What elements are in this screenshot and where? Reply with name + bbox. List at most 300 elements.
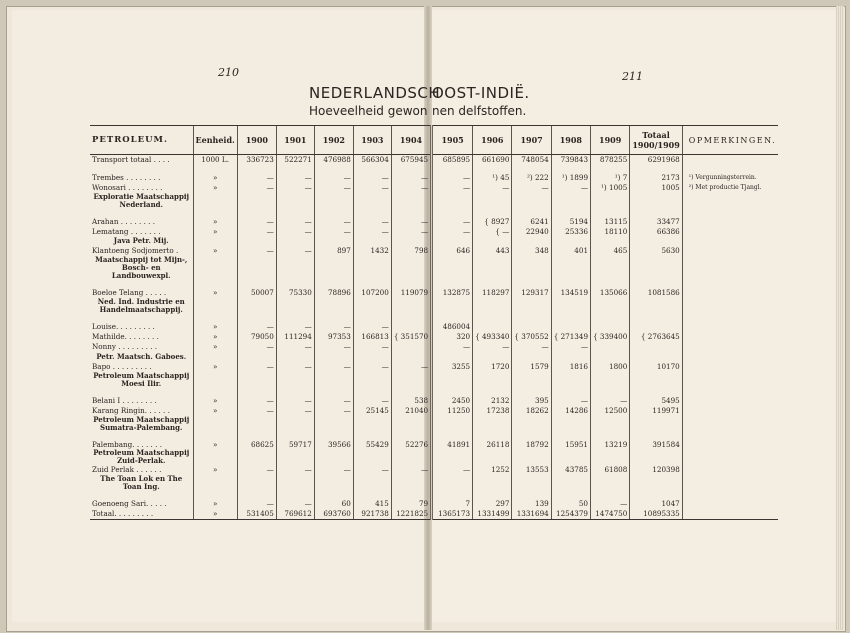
value-cell: — [276,499,314,509]
empty-cell [551,372,590,388]
company-heading-row [90,237,778,247]
title-left: NEDERLANDSCH [309,84,441,102]
page-number-left: 210 [218,66,239,79]
company-heading-row [90,372,778,388]
value-cell: 13553 [512,465,551,475]
empty-cell [276,209,314,217]
subtitle-left: Hoeveelheid gewon [309,104,428,118]
empty-cell [193,256,237,280]
empty-cell [591,449,630,465]
empty-cell [432,491,473,499]
empty-cell [237,209,276,217]
empty-cell [237,416,276,432]
empty-cell [353,432,391,440]
value-cell: 1816 [551,362,590,372]
value-cell: — [276,396,314,406]
empty-cell [353,388,391,396]
row-label: Boeloe Telang . . . . . [92,288,167,298]
empty-cell [353,298,391,314]
company-heading: Petr. Maatsch. Gaboes. [96,351,187,361]
value-cell: 14286 [551,406,590,416]
empty-cell [473,298,512,314]
empty-cell [630,475,682,491]
value-cell: — [314,465,353,475]
total-cell: 33477 [630,217,682,227]
empty-cell [512,280,551,288]
value-cell: 118297 [473,288,512,298]
empty-cell [682,193,778,209]
empty-cell [591,491,630,499]
value-cell: 6241 [512,217,551,227]
total-cell: 119971 [630,406,682,416]
empty-cell [432,165,473,173]
spacer-row [90,209,778,217]
table-row [90,246,778,256]
value-cell: 78896 [314,288,353,298]
row-label: Klantoeng Sodjomerto . [92,246,179,256]
remark-cell [682,288,778,298]
empty-cell [391,193,431,209]
row-label: Bapo . . . . . . . . . [92,361,152,371]
value-cell [391,322,431,332]
empty-cell [237,475,276,491]
value-cell: — [276,406,314,416]
unit-cell: » [193,217,237,227]
value-cell: 476988 [314,155,353,165]
empty-cell [314,372,353,388]
empty-cell [391,165,431,173]
company-heading-row [90,416,778,432]
header-remarks: OPMERKINGEN. [682,126,778,155]
empty-cell [591,256,630,280]
empty-cell [391,298,431,314]
header-year: 1909 [591,126,630,155]
value-cell: 50 [551,499,590,509]
empty-cell [90,314,193,322]
unit-cell: » [193,246,237,256]
empty-cell [473,256,512,280]
empty-cell [276,314,314,322]
value-cell: — [314,217,353,227]
empty-cell [193,314,237,322]
header-year: 1903 [353,126,391,155]
empty-cell [432,352,473,362]
empty-cell [193,209,237,217]
spacer-row [90,432,778,440]
empty-cell [237,280,276,288]
empty-cell [314,193,353,209]
value-cell: — [391,465,431,475]
empty-cell [473,475,512,491]
value-cell: ²) 222 [512,173,551,183]
row-label: Totaal. . . . . . . . . [90,509,193,519]
unit-cell: » [193,173,237,183]
empty-cell [237,432,276,440]
empty-cell [551,298,590,314]
value-cell: 132875 [432,288,473,298]
empty-cell [682,449,778,465]
table-row [90,173,778,183]
value-cell: 79050 [237,332,276,342]
empty-cell [193,388,237,396]
value-cell [551,322,590,332]
empty-cell [682,237,778,247]
empty-cell [630,491,682,499]
empty-cell [551,352,590,362]
value-cell: 739843 [551,155,590,165]
empty-cell [391,491,431,499]
value-cell: — [237,173,276,183]
row-label: Zuid Perlak . . . . . . [92,465,162,475]
company-heading: Petroleum Maatschappij Moesi Ilir. [93,371,190,388]
table-row [90,342,778,352]
total-cell: 1081586 [630,288,682,298]
value-cell: — [237,217,276,227]
value-cell: 43785 [551,465,590,475]
empty-cell [630,388,682,396]
value-cell: { 8927 [473,217,512,227]
value-cell: 129317 [512,288,551,298]
empty-cell [682,314,778,322]
value-cell: 675945 [391,155,431,165]
header-year: 1905 [432,126,473,155]
table-row [90,499,778,509]
empty-cell [682,165,778,173]
value-cell: — [353,342,391,352]
empty-cell [512,298,551,314]
value-cell: 465 [591,246,630,256]
empty-cell [276,388,314,396]
value-cell: 75330 [276,288,314,298]
value-cell: — [432,465,473,475]
value-cell: 119079 [391,288,431,298]
empty-cell [630,165,682,173]
empty-cell [591,280,630,288]
empty-cell [276,432,314,440]
empty-cell [512,314,551,322]
empty-cell [512,256,551,280]
unit-cell: » [193,342,237,352]
company-heading: Java Petr. Mij. [113,236,169,246]
header-year: 1907 [512,126,551,155]
value-cell: — [432,173,473,183]
empty-cell [276,416,314,432]
value-cell: 18792 [512,440,551,450]
total-cell: 120398 [630,465,682,475]
header-year: 1906 [473,126,512,155]
empty-cell [630,280,682,288]
value-cell: — [353,362,391,372]
value-cell: 693760 [314,509,353,519]
value-cell [391,342,431,352]
value-cell: — [432,342,473,352]
empty-cell [630,256,682,280]
value-cell: — [391,217,431,227]
empty-cell [90,432,193,440]
empty-cell [630,352,682,362]
value-cell: 7 [432,499,473,509]
value-cell: — [432,227,473,237]
value-cell: 1365173 [432,509,473,519]
empty-cell [432,237,473,247]
empty-cell [353,491,391,499]
total-cell [630,342,682,352]
value-cell: 2450 [432,396,473,406]
total-row [90,509,778,519]
value-cell: 646 [432,246,473,256]
value-cell: 166813 [353,332,391,342]
remark-cell [682,406,778,416]
header-year: 1900 [237,126,276,155]
empty-cell [391,209,431,217]
remark-cell [682,465,778,475]
value-cell: 415 [353,499,391,509]
spacer-row [90,388,778,396]
empty-cell [314,314,353,322]
value-cell: — [391,183,431,193]
empty-cell [90,280,193,288]
value-cell: — [237,499,276,509]
value-cell: 135066 [591,288,630,298]
value-cell: — [391,362,431,372]
empty-cell [591,388,630,396]
empty-cell [391,475,431,491]
empty-cell [473,372,512,388]
value-cell: 443 [473,246,512,256]
empty-cell [591,372,630,388]
value-cell: 2132 [473,396,512,406]
value-cell: 22940 [512,227,551,237]
empty-cell [391,372,431,388]
empty-cell [473,352,512,362]
value-cell: 401 [551,246,590,256]
empty-cell [276,193,314,209]
table-row [90,465,778,475]
empty-cell [90,209,193,217]
empty-cell [591,314,630,322]
empty-cell [432,209,473,217]
value-cell: 15951 [551,440,590,450]
empty-cell [512,416,551,432]
company-heading-row [90,352,778,362]
value-cell: — [432,217,473,227]
value-cell: 13115 [591,217,630,227]
empty-cell [276,449,314,465]
header-row [90,126,778,155]
header-total: Totaal 1900/1909 [630,126,682,155]
total-cell: 1005 [630,183,682,193]
empty-cell [353,372,391,388]
empty-cell [512,449,551,465]
company-heading-row [90,449,778,465]
value-cell: 1331694 [512,509,551,519]
empty-cell [193,298,237,314]
production-table [90,125,778,520]
empty-cell [90,491,193,499]
total-cell: 5630 [630,246,682,256]
value-cell: 395 [512,396,551,406]
empty-cell [432,298,473,314]
remark-cell [682,396,778,406]
value-cell: 531405 [237,509,276,519]
header-unit: Eenheid. [193,126,237,155]
value-cell: 748054 [512,155,551,165]
table-row [90,288,778,298]
row-label: Palembang. . . . . . . [92,439,162,449]
total-cell: 391584 [630,440,682,450]
empty-cell [682,432,778,440]
company-heading-row [90,193,778,209]
value-cell: 50007 [237,288,276,298]
value-cell: 522271 [276,155,314,165]
empty-cell [276,237,314,247]
empty-cell [314,256,353,280]
empty-cell [551,280,590,288]
value-cell: — [353,173,391,183]
empty-cell [473,280,512,288]
value-cell: { 370552 [512,332,551,342]
unit-cell: » [193,183,237,193]
empty-cell [432,372,473,388]
unit-cell: » [193,227,237,237]
value-cell: 79 [391,499,431,509]
empty-cell [591,237,630,247]
empty-cell [473,165,512,173]
empty-cell [682,352,778,362]
empty-cell [682,416,778,432]
value-cell: 1252 [473,465,512,475]
empty-cell [353,449,391,465]
row-label: Nonny . . . . . . . . . [92,342,158,352]
company-heading-row [90,256,778,280]
title-right: OOST-INDIË. [432,84,530,102]
empty-cell [237,491,276,499]
value-cell: 111294 [276,332,314,342]
spacer-row [90,314,778,322]
table-row [90,183,778,193]
empty-cell [473,416,512,432]
empty-cell [314,475,353,491]
empty-cell [353,193,391,209]
remark-cell [682,362,778,372]
value-cell: — [237,465,276,475]
empty-cell [193,352,237,362]
value-cell: 878255 [591,155,630,165]
value-cell: — [391,227,431,237]
empty-cell [391,314,431,322]
empty-cell [237,314,276,322]
empty-cell [193,416,237,432]
empty-cell [391,449,431,465]
empty-cell [90,388,193,396]
value-cell [591,322,630,332]
unit-cell: » [193,322,237,332]
table-body [90,155,778,520]
row-label: Lematang . . . . . . . [92,226,161,236]
value-cell: 921738 [353,509,391,519]
row-label: Arahan . . . . . . . . [92,216,156,226]
unit-cell: » [193,406,237,416]
empty-cell [237,352,276,362]
empty-cell [353,352,391,362]
empty-cell [512,209,551,217]
value-cell: — [473,342,512,352]
company-heading-row [90,298,778,314]
value-cell: — [276,217,314,227]
empty-cell [193,280,237,288]
value-cell: 1254379 [551,509,590,519]
value-cell: 1800 [591,362,630,372]
empty-cell [591,298,630,314]
empty-cell [276,280,314,288]
empty-cell [473,237,512,247]
table-row [90,322,778,332]
value-cell: 12500 [591,406,630,416]
empty-cell [237,237,276,247]
empty-cell [682,298,778,314]
empty-cell [630,237,682,247]
company-heading: Exploratie Maatschappij Nederland. [93,192,190,209]
table-row [90,440,778,450]
remark-cell [682,246,778,256]
empty-cell [237,165,276,173]
total-cell: 2173 [630,173,682,183]
value-cell: — [237,227,276,237]
value-cell: — [276,227,314,237]
empty-cell [314,237,353,247]
empty-cell [276,372,314,388]
empty-cell [314,298,353,314]
page-edge [836,6,844,630]
value-cell: — [276,246,314,256]
empty-cell [551,491,590,499]
empty-cell [193,449,237,465]
value-cell: 18110 [591,227,630,237]
value-cell: 769612 [276,509,314,519]
value-cell: { 351570 [391,332,431,342]
table-row [90,227,778,237]
empty-cell [314,280,353,288]
value-cell: — [237,342,276,352]
empty-cell [682,280,778,288]
empty-cell [314,388,353,396]
empty-cell [682,372,778,388]
header-year: 1904 [391,126,431,155]
empty-cell [630,449,682,465]
remark-cell: ¹) Vergunningsterrein. [682,173,778,183]
remark-cell [682,499,778,509]
value-cell: 1432 [353,246,391,256]
empty-cell [276,298,314,314]
empty-cell [473,209,512,217]
unit-cell: » [193,288,237,298]
remark-cell [682,509,778,519]
value-cell: ¹) 45 [473,173,512,183]
spacer-row [90,280,778,288]
empty-cell [591,475,630,491]
value-cell: 68625 [237,440,276,450]
empty-cell [682,491,778,499]
empty-cell [237,449,276,465]
value-cell: — [276,362,314,372]
empty-cell [193,475,237,491]
remark-cell [682,342,778,352]
value-cell: 61808 [591,465,630,475]
row-label: Louise. . . . . . . . . [92,322,155,332]
empty-cell [512,475,551,491]
empty-cell [432,449,473,465]
empty-cell [630,298,682,314]
